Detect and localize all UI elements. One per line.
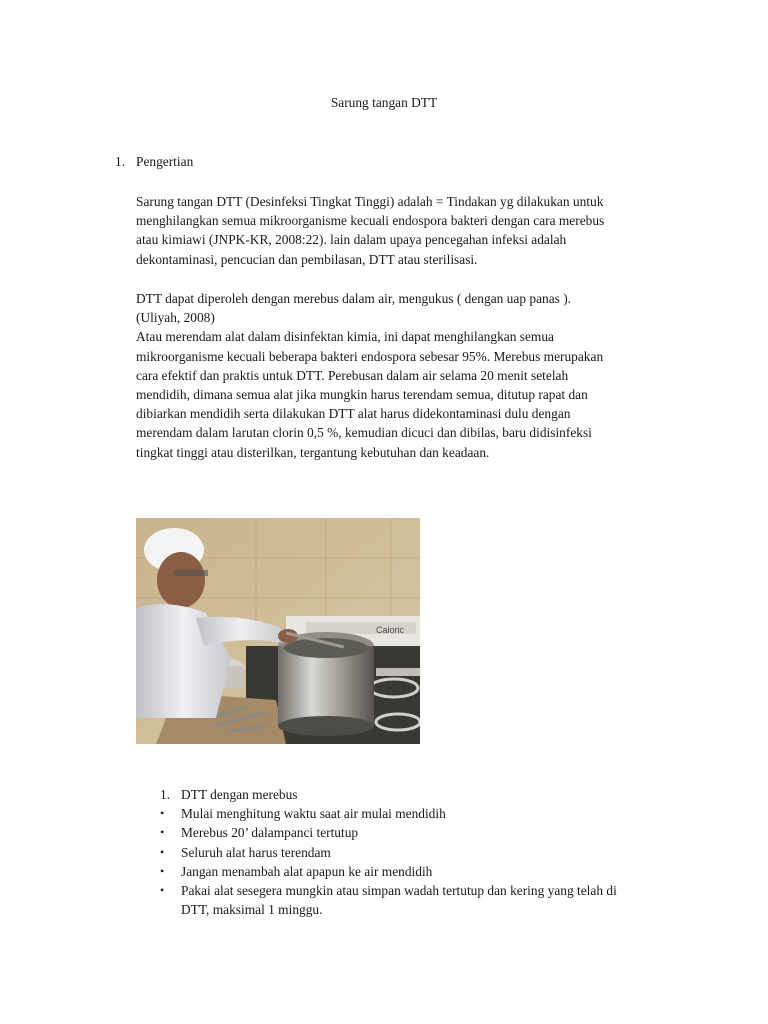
paragraph-line: atau kimiawi (JNPK-KR, 2008:22). lain dalam upaya pencegahan infeksi adalah <box>136 232 567 248</box>
paragraph-line: mendidih, dimana semua alat jika mungkin harus terendam semua, ditutup rapat dan <box>136 387 588 403</box>
list-item <box>160 804 700 823</box>
paragraph-line: menghilangkan semua mikroorganisme kecuali endospora bakteri dengan cara merebus <box>136 213 605 229</box>
bullet-icon: • <box>160 825 165 840</box>
stove-brand-label: Caloric <box>376 625 405 635</box>
list-item-text: Mulai menghitung waktu saat air mulai mendidih <box>181 806 446 822</box>
paragraph-line: cara efektif dan praktis untuk DTT. Perebusan dalam air selama 20 menit setelah <box>136 367 569 383</box>
list-number: 1. <box>160 787 171 802</box>
list-item-text: Jangan menambah alat apapun ke air mendidih <box>181 863 433 879</box>
definition-paragraph <box>136 192 676 269</box>
method-paragraph <box>136 289 676 462</box>
bullet-icon: • <box>160 806 165 821</box>
list-item <box>160 785 700 804</box>
page-title: Sarung tangan DTT <box>330 95 438 110</box>
bullet-icon: • <box>160 883 165 898</box>
list-item <box>160 881 700 919</box>
section-number: 1. <box>115 154 126 169</box>
list-item-text: Merebus 20’ dalampanci tertutup <box>181 825 359 841</box>
paragraph-line: tingkat tinggi atau disterilkan, tergantung kebutuhan dan keadaan. <box>136 444 490 460</box>
section-heading: Pengertian <box>136 154 194 169</box>
boiling-instruments-photo <box>136 518 420 744</box>
paragraph-line: DTT dapat diperoleh dengan merebus dalam air, mengukus ( dengan uap panas ). <box>136 291 572 306</box>
list-item <box>160 862 700 881</box>
bullet-icon: • <box>160 863 165 878</box>
list-item-text: Pakai alat sesegera mungkin atau simpan wadah tertutup dan kering yang telah di DTT, maksimal 1 minggu. <box>181 883 617 918</box>
list-item <box>160 823 700 842</box>
procedure-list <box>160 785 700 919</box>
paragraph-line: dibiarkan mendidih serta dilakukan DTT alat harus didekontaminasi dulu dengan <box>136 406 571 422</box>
bullet-icon: • <box>160 844 165 859</box>
list-item-text: DTT dengan merebus <box>181 787 298 802</box>
list-item-text: Seluruh alat harus terendam <box>181 844 331 860</box>
paragraph-line: mikroorganisme kecuali beberapa bakteri endospora sebesar 95%. Merebus merupakan <box>136 348 604 364</box>
list-item <box>160 843 700 862</box>
paragraph-line: merendam dalam larutan clorin 0,5 %, kemudian dicuci dan dibilas, baru didisinfeksi <box>136 425 592 441</box>
paragraph-line: Sarung tangan DTT (Desinfeksi Tingkat Tinggi) adalah = Tindakan yg dilakukan untuk <box>136 194 604 209</box>
paragraph-line: (Uliyah, 2008) <box>136 310 215 326</box>
paragraph-line: dekontaminasi, pencucian dan pembilasan, DTT atau sterilisasi. <box>136 251 478 267</box>
paragraph-line: Atau merendam alat dalam disinfektan kimia, ini dapat menghilangkan semua <box>136 329 554 345</box>
